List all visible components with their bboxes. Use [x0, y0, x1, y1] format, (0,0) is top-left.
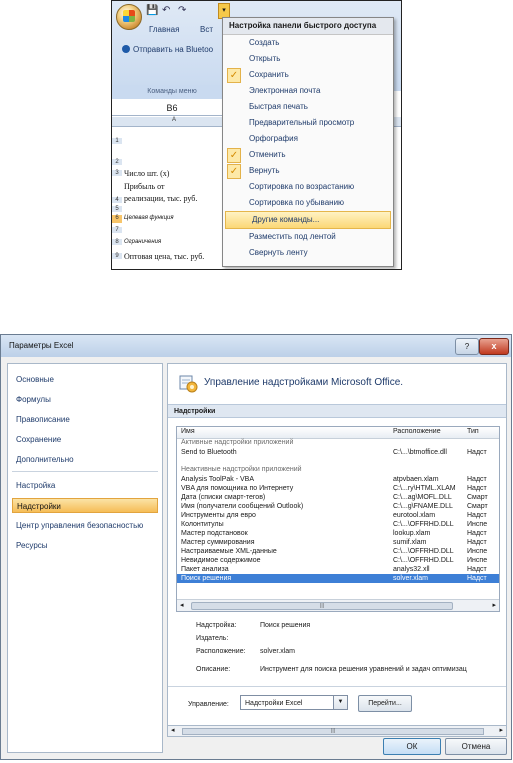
- row-number: 3: [112, 170, 122, 176]
- redo-icon[interactable]: ↷: [178, 5, 187, 16]
- table-horizontal-scrollbar[interactable]: [177, 599, 499, 611]
- dialog-titlebar[interactable]: [1, 335, 511, 357]
- chevron-down-icon[interactable]: ▼: [333, 696, 347, 709]
- menu-item-open[interactable]: Открыть: [249, 54, 281, 63]
- checkmark-icon: ✓: [227, 164, 241, 179]
- table-row[interactable]: VBA для помощника по Интернету C:\...ry\HTML.XLAM Надст: [181, 485, 487, 492]
- menu-item-undo[interactable]: ✓ Отменить: [223, 147, 393, 163]
- menu-item-create[interactable]: Создать: [249, 38, 280, 47]
- menu-item-quick-print[interactable]: Быстрая печать: [249, 102, 308, 111]
- group-header-active: Активные надстройки приложений: [181, 439, 294, 446]
- table-header: [177, 427, 499, 439]
- addins-table: [176, 426, 500, 612]
- row-number: 9: [112, 253, 122, 259]
- scroll-left-icon[interactable]: ◂: [180, 602, 184, 609]
- column-header-type[interactable]: Тип: [467, 428, 479, 435]
- scroll-right-icon[interactable]: ▸: [492, 602, 496, 609]
- manage-select[interactable]: Надстройки Excel ▼: [240, 695, 348, 710]
- menu-item-redo[interactable]: ✓ Вернуть: [223, 163, 393, 179]
- section-header: Надстройки: [168, 404, 506, 418]
- cancel-button[interactable]: Отмена: [445, 738, 507, 755]
- office-button-icon[interactable]: [116, 4, 142, 30]
- table-row[interactable]: Мастер суммирования sumif.xlam Надст: [181, 539, 487, 546]
- group-header-inactive: Неактивные надстройки приложений: [181, 466, 302, 473]
- send-bluetooth-label: Отправить на Bluetoo: [133, 45, 214, 54]
- ok-button[interactable]: ОК: [383, 738, 441, 755]
- table-row[interactable]: Имя (получатели сообщений Outlook) C:\...g\FNAME.DLL Смарт: [181, 503, 488, 510]
- nav-item-formulas[interactable]: Формулы: [16, 395, 51, 404]
- row-number: 6: [115, 215, 119, 221]
- close-button[interactable]: x: [479, 338, 509, 355]
- table-row[interactable]: Невидимое содержимое C:\...\OFFRHD.DLL Инспе: [181, 557, 488, 564]
- table-row[interactable]: Analysis ToolPak - VBA atpvbaen.xlam Надст: [181, 476, 487, 483]
- sheet-cell[interactable]: Целевая функция: [124, 215, 174, 221]
- tab-insert[interactable]: Вст: [200, 25, 213, 34]
- detail-addin-label: Надстройка:: [196, 622, 237, 629]
- nav-item-resources[interactable]: Ресурсы: [16, 541, 48, 550]
- detail-location-label: Расположение:: [196, 648, 246, 655]
- excel-ribbon-screenshot: [111, 0, 402, 270]
- nav-item-save[interactable]: Сохранение: [16, 435, 62, 444]
- bluetooth-icon: [122, 45, 130, 53]
- table-row-selected[interactable]: Поиск решения solver.xlam Надст: [177, 574, 499, 583]
- row-number: 5: [112, 206, 122, 212]
- qat-customize-menu: [222, 17, 394, 267]
- column-a-header[interactable]: A: [172, 117, 177, 123]
- table-row[interactable]: Пакет анализа analys32.xll Надст: [181, 566, 487, 573]
- column-header-location[interactable]: Расположение: [393, 428, 441, 435]
- row-number: 4: [112, 197, 122, 203]
- nav-item-advanced[interactable]: Дополнительно: [16, 455, 74, 464]
- table-row[interactable]: Send to Bluetooth C:\...\btmoffice.dll Надст: [181, 449, 487, 456]
- checkmark-icon: ✓: [227, 68, 241, 83]
- table-row[interactable]: Инструменты для евро eurotool.xlam Надст: [181, 512, 487, 519]
- save-icon[interactable]: 💾: [146, 5, 159, 16]
- detail-location-value: solver.xlam: [260, 648, 296, 655]
- dialog-title: Параметры Excel: [9, 341, 74, 350]
- panel-header-text: Управление надстройками Microsoft Office.: [204, 377, 404, 388]
- menu-item-email[interactable]: Электронная почта: [249, 86, 321, 95]
- detail-description-label: Описание:: [196, 666, 231, 673]
- sheet-cell[interactable]: Прибыль от: [124, 182, 165, 191]
- table-row[interactable]: Мастер подстановок lookup.xlam Надст: [181, 530, 487, 537]
- nav-item-customize[interactable]: Настройка: [16, 481, 56, 490]
- scroll-left-icon[interactable]: ◂: [171, 727, 175, 734]
- sheet-cell[interactable]: Ограничения: [124, 239, 162, 245]
- addins-icon: [178, 373, 198, 393]
- excel-options-dialog: [0, 334, 512, 760]
- undo-icon[interactable]: ↶: [162, 5, 171, 16]
- detail-publisher-label: Издатель:: [196, 635, 229, 642]
- qat-customize-dropdown-icon[interactable]: ▾: [218, 3, 230, 19]
- panel-horizontal-scrollbar[interactable]: [167, 725, 507, 737]
- menu-item-sort-asc[interactable]: Сортировка по возрастанию: [249, 182, 355, 191]
- scroll-thumb[interactable]: |||: [191, 602, 453, 610]
- name-box[interactable]: B6: [112, 101, 232, 116]
- nav-item-addins[interactable]: Надстройки: [12, 498, 158, 513]
- manage-label: Управление:: [188, 701, 229, 708]
- column-header-name[interactable]: Имя: [181, 428, 195, 435]
- scroll-thumb[interactable]: |||: [182, 728, 484, 735]
- addins-panel: [167, 363, 507, 727]
- menu-title: Настройка панели быстрого доступа: [223, 18, 393, 35]
- detail-addin-value: Поиск решения: [260, 622, 311, 629]
- nav-item-trust-center[interactable]: Центр управления безопасностью: [16, 521, 144, 530]
- sheet-cell[interactable]: Оптовая цена, тыс. руб.: [124, 252, 205, 261]
- send-bluetooth-button[interactable]: [122, 45, 213, 54]
- row-number: 1: [112, 138, 122, 144]
- options-nav: [7, 363, 163, 753]
- tab-home[interactable]: Главная: [149, 25, 180, 34]
- menu-item-show-below-ribbon[interactable]: Разместить под лентой: [249, 232, 336, 241]
- menu-item-save[interactable]: ✓ Сохранить: [223, 67, 393, 83]
- detail-description-value: Инструмент для поиска решения уравнений и задач оптимизац: [260, 666, 467, 673]
- sheet-cell[interactable]: Число шт. (x): [124, 169, 170, 178]
- menu-item-sort-desc[interactable]: Сортировка по убыванию: [249, 198, 345, 207]
- checkmark-icon: ✓: [227, 148, 241, 163]
- nav-divider: [12, 471, 158, 472]
- ribbon-group-label: Команды меню: [112, 85, 232, 99]
- scroll-right-icon[interactable]: ▸: [499, 727, 503, 734]
- help-button[interactable]: ?: [455, 338, 479, 355]
- table-row[interactable]: Настраиваемые XML-данные C:\...\OFFRHD.DLL Инспе: [181, 548, 488, 555]
- divider: [168, 686, 506, 687]
- table-row[interactable]: Дата (списки смарт-тегов) C:\...ag\MOFL.DLL Смарт: [181, 494, 488, 501]
- row-number: 2: [112, 159, 122, 165]
- sheet-cell[interactable]: реализации, тыс. руб.: [124, 194, 198, 203]
- row-number: 7: [112, 227, 122, 233]
- go-button[interactable]: Перейти...: [358, 695, 412, 712]
- table-row[interactable]: Колонтитулы C:\...\OFFRHD.DLL Инспе: [181, 521, 488, 528]
- menu-item-print-preview[interactable]: Предварительный просмотр: [249, 118, 355, 127]
- menu-item-spelling[interactable]: Орфография: [249, 134, 298, 143]
- row-number: 8: [112, 239, 122, 245]
- menu-item-more-commands[interactable]: Другие команды...: [225, 211, 391, 229]
- nav-item-general[interactable]: Основные: [16, 375, 54, 384]
- menu-item-minimize-ribbon[interactable]: Свернуть ленту: [249, 248, 308, 257]
- nav-item-proofing[interactable]: Правописание: [16, 415, 70, 424]
